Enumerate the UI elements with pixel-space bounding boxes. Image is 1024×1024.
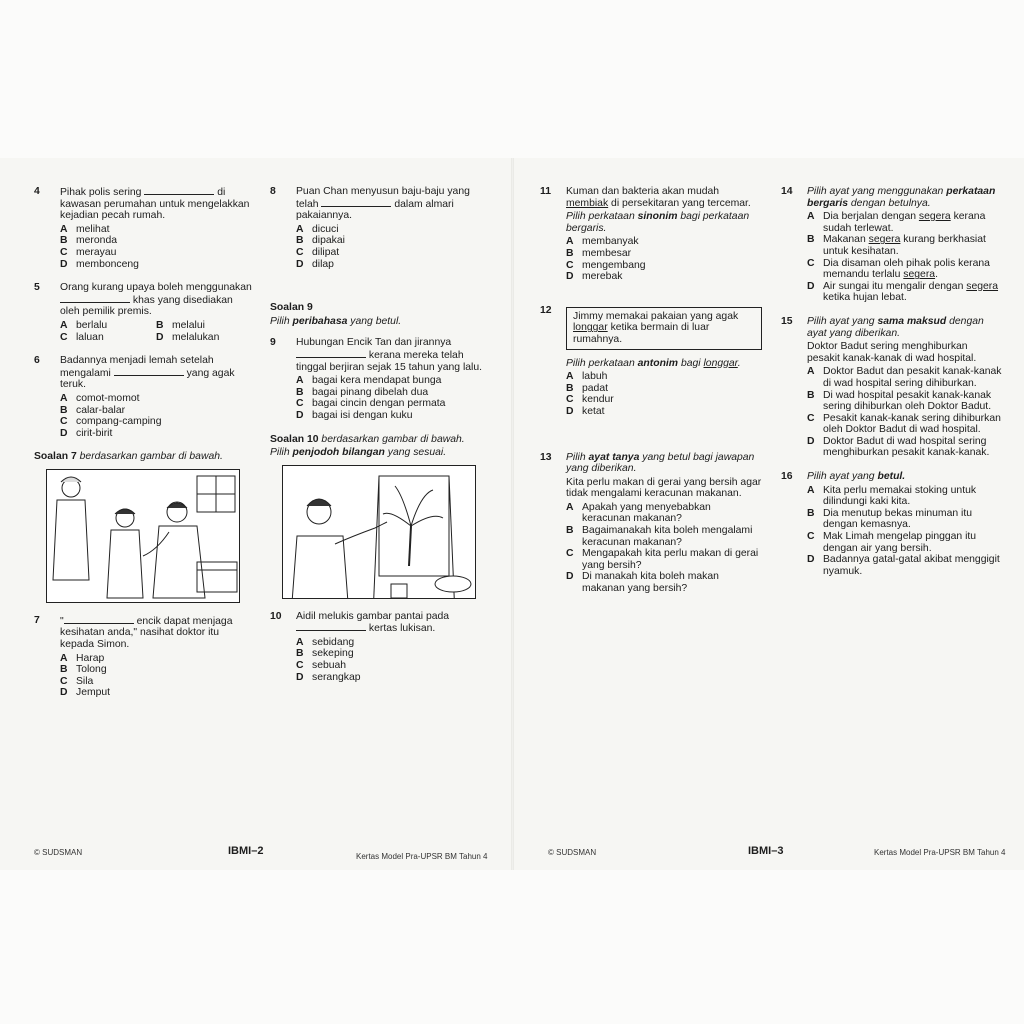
column-3 <box>540 186 762 607</box>
option-a: A labuh <box>566 371 608 383</box>
column-2 <box>270 186 490 695</box>
option-a: A bagai kera mendapat bunga <box>296 375 442 387</box>
question-number: 12 <box>540 304 552 316</box>
option-d: D dilap <box>296 258 334 270</box>
page-number-right: IBMI–3 <box>748 845 784 857</box>
option-d: D Air sungai itu mengalir dengan segera ketika hujan lebat. <box>807 280 999 304</box>
option-b: B padat <box>566 382 609 394</box>
option-a: A berlalu <box>60 319 108 331</box>
option-a: A melihat <box>60 223 110 235</box>
option-c: C Dia disaman oleh pihak polis kerana memandu terlalu segera. <box>807 257 990 281</box>
doctor-illustration <box>46 469 240 603</box>
question-number: 9 <box>270 337 276 349</box>
options-row-2 <box>60 332 252 344</box>
option-c: C Pesakit kanak-kanak sering dihiburkan oleh Doktor Badut di wad hospital. <box>807 412 1001 436</box>
option-a: A Harap <box>60 652 105 664</box>
footer-series-right: Kertas Model Pra-UPSR BM Tahun 4 <box>874 848 1006 857</box>
option-c: C Mengapakah kita perlu makan di gerai yang bersih? <box>566 548 759 571</box>
option-c: C Mak Limah mengelap pinggan itu dengan air yang bersih. <box>807 531 977 554</box>
question-13 <box>540 452 762 595</box>
question-5 <box>34 282 252 343</box>
question-12 <box>540 305 762 418</box>
page-fold <box>511 158 514 870</box>
painting-illustration <box>282 465 476 599</box>
question-stem: " encik dapat menjaga kesihatan anda," nasihat doktor itu kepada Simon. <box>60 615 233 651</box>
option-a: A membanyak <box>566 236 639 248</box>
option-c: C compang-camping <box>60 416 162 428</box>
option-a: A sebidang <box>296 636 355 648</box>
question-stem: Pihak polis sering di kawasan perumahan untuk mengelakkan kejadian pecah rumah. <box>60 187 250 222</box>
option-b: B sekeping <box>296 648 354 660</box>
question-11 <box>540 186 762 283</box>
page-number-left: IBMI–2 <box>228 845 264 857</box>
question-number: 13 <box>540 451 552 463</box>
section-heading-7: Soalan 7 berdasarkan gambar di bawah. <box>34 451 223 463</box>
footer-publisher-right: © SUDSMAN <box>548 848 597 857</box>
question-9 <box>270 337 490 421</box>
question-instruction: Pilih ayat tanya yang betul bagi jawapan yang diberikan. <box>566 451 755 475</box>
question-6 <box>34 355 252 439</box>
question-stem: Doktor Badut sering menghiburkan pesakit kanak-kanak di wad hospital. <box>807 341 977 364</box>
question-number: 6 <box>34 355 40 367</box>
question-instruction: Pilih ayat yang betul. <box>807 471 906 483</box>
option-b: B bagai pinang dibelah dua <box>296 386 429 398</box>
question-number: 14 <box>781 186 793 197</box>
option-c: C kendur <box>566 394 614 406</box>
option-d: D cirit-birit <box>60 427 113 439</box>
option-d: D merebak <box>566 271 623 283</box>
option-a: A Dia berjalan dengan segera kerana sudah terlewat. <box>807 211 986 234</box>
option-b: B meronda <box>60 235 118 247</box>
option-d: D bagai isi dengan kuku <box>296 409 413 421</box>
question-number: 7 <box>34 614 40 626</box>
question-number: 16 <box>781 471 793 483</box>
option-b: B dipakai <box>296 235 345 247</box>
option-b: B Makanan segera kurang berkhasiat untuk kesihatan. <box>807 234 986 257</box>
option-a: A Apakah yang menyebabkan keracunan makanan? <box>566 501 711 525</box>
option-a: A dicuci <box>296 223 339 235</box>
option-c: C sebuah <box>296 660 347 672</box>
option-c: C bagai cincin dengan permata <box>296 398 446 410</box>
question-14 <box>781 186 1003 304</box>
question-instruction: Pilih ayat yang sama maksud dengan ayat yang diberikan. <box>807 315 984 339</box>
option-c: C laluan <box>60 331 104 343</box>
question-stem: Aidil melukis gambar pantai pada kertas lukisan. <box>296 610 450 635</box>
question-stem: Badannya menjadi lemah setelah mengalami yang agak teruk. <box>60 355 235 391</box>
question-number: 8 <box>270 186 276 197</box>
question-instruction: Pilih perkataan antonim bagi longgar. <box>566 357 741 369</box>
question-stem: Puan Chan menyusun baju-baju yang telah dalam almari pakaiannya. <box>296 186 470 222</box>
options-row-1 <box>60 320 252 332</box>
section-instruction-9: Pilih peribahasa yang betul. <box>270 315 402 327</box>
question-stem: Hubungan Encik Tan dan jirannya kerana mereka telah tinggal berjiran sejak 15 tahun yang lalu. <box>296 337 483 373</box>
option-a: A Kita perlu memakai stoking untuk dilindungi kaki kita. <box>807 484 977 508</box>
question-instruction: Pilih perkataan sinonim bagi perkataan bergaris. <box>566 211 750 234</box>
question-15 <box>781 316 1003 459</box>
question-number: 11 <box>540 186 551 197</box>
option-b: B melalui <box>156 319 205 331</box>
option-b: B Tolong <box>60 664 107 676</box>
option-c: C dilipat <box>296 246 340 258</box>
column-1 <box>34 186 252 711</box>
question-stem: Orang kurang upaya boleh menggunakan khas yang disediakan oleh pemilik premis. <box>60 282 252 318</box>
question-7 <box>34 615 252 699</box>
option-b: B Bagaimanakah kita boleh mengalami keracunan makanan? <box>566 525 753 548</box>
column-4 <box>781 186 1003 589</box>
boy-painting-drawing <box>283 466 475 599</box>
question-number: 5 <box>34 282 40 294</box>
footer-series-left: Kertas Model Pra-UPSR BM Tahun 4 <box>356 852 488 861</box>
question-8 <box>270 186 490 270</box>
option-d: D Badannya gatal-gatal akibat menggigit nyamuk. <box>807 554 1000 577</box>
question-4 <box>34 186 252 270</box>
option-c: C merayau <box>60 246 117 258</box>
section-heading-9: Soalan 9 <box>270 302 313 314</box>
question-number: 10 <box>270 610 282 622</box>
option-b: B Di wad hospital pesakit kanak-kanak sering dihiburkan oleh Doktor Badut. <box>807 389 992 413</box>
option-d: D serangkap <box>296 671 361 683</box>
option-d: D melalukan <box>156 331 220 343</box>
doctor-clinic-drawing <box>47 470 239 602</box>
footer-publisher-left: © SUDSMAN <box>34 848 83 857</box>
question-instruction: Pilih ayat yang menggunakan perkataan bergaris dengan betulnya. <box>807 186 996 209</box>
sentence-box: Jimmy memakai pakaian yang agak longgar ketika bermain di luar rumahnya. <box>566 307 762 350</box>
option-b: B calar-balar <box>60 404 126 416</box>
question-10 <box>270 611 490 684</box>
option-d: D ketat <box>566 405 605 417</box>
option-a: A Doktor Badut dan pesakit kanak-kanak di wad hospital sering dihiburkan. <box>807 366 1002 389</box>
option-b: B membesar <box>566 247 632 259</box>
section-heading-10: Soalan 10 berdasarkan gambar di bawah. <box>270 433 465 445</box>
section-instruction-10: Pilih penjodoh bilangan yang sesuai. <box>270 447 447 459</box>
question-stem: Kuman dan bakteria akan mudah membiak di persekitaran yang tercemar. <box>566 186 751 209</box>
option-d: D membonceng <box>60 258 139 270</box>
option-c: C mengembang <box>566 259 646 271</box>
option-c: C Sila <box>60 675 94 687</box>
question-number: 15 <box>781 315 793 327</box>
option-d: D Di manakah kita boleh makan makanan yang bersih? <box>566 571 719 595</box>
option-d: D Doktor Badut di wad hospital sering menghiburkan pesakit kanak-kanak. <box>807 435 990 459</box>
question-stem: Kita perlu makan di gerai yang bersih agar tidak mengalami keracunan makanan. <box>566 476 762 500</box>
option-a: A comot-momot <box>60 392 140 404</box>
option-d: D Jemput <box>60 687 111 699</box>
question-number: 4 <box>34 186 40 197</box>
question-16 <box>781 471 1003 577</box>
option-b: B Dia menutup bekas minuman itu dengan kemasnya. <box>807 507 973 531</box>
